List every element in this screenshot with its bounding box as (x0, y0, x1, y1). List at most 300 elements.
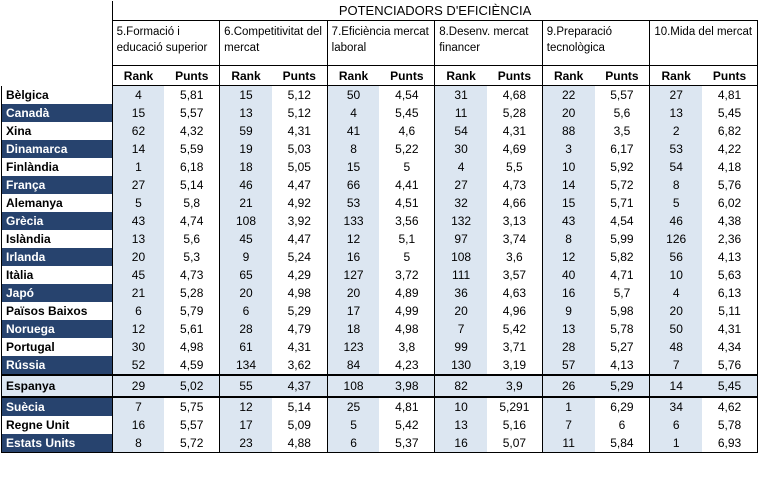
rank-value: 16 (435, 434, 487, 453)
country-label: Portugal (2, 338, 113, 356)
country-label: Grècia (2, 212, 113, 230)
punts-value: 4,34 (702, 338, 757, 356)
rank-value: 4 (112, 86, 164, 104)
punts-value: 5,78 (595, 320, 650, 338)
punts-value: 5,02 (164, 375, 219, 397)
rank-value: 13 (220, 104, 272, 122)
rank-value: 11 (542, 434, 594, 453)
table-row (2, 248, 758, 266)
rank-value: 18 (327, 320, 379, 338)
rank-value: 19 (220, 140, 272, 158)
punts-value: 5,78 (702, 416, 757, 434)
punts-value: 3,56 (379, 212, 434, 230)
rank-value: 27 (112, 176, 164, 194)
punts-value: 5,45 (379, 104, 434, 122)
rank-value: 11 (435, 104, 487, 122)
rank-value: 65 (220, 266, 272, 284)
rank-value: 127 (327, 266, 379, 284)
rank-value: 46 (650, 212, 702, 230)
rank-value: 32 (435, 194, 487, 212)
punts-value: 5,72 (164, 434, 219, 453)
punts-value: 5,59 (164, 140, 219, 158)
punts-column-header: Punts (272, 66, 327, 86)
punts-value: 4,47 (272, 230, 327, 248)
punts-value: 5,63 (702, 266, 757, 284)
rank-value: 18 (220, 158, 272, 176)
rank-value: 16 (542, 284, 594, 302)
punts-value: 5,8 (164, 194, 219, 212)
punts-value: 4,98 (379, 320, 434, 338)
punts-value: 4,68 (487, 86, 542, 104)
country-label: Islàndia (2, 230, 113, 248)
rank-value: 1 (650, 434, 702, 453)
rank-value: 108 (435, 248, 487, 266)
punts-value: 5,24 (272, 248, 327, 266)
rank-value: 8 (327, 140, 379, 158)
punts-value: 5,75 (164, 397, 219, 416)
punts-value: 5,84 (595, 434, 650, 453)
rank-value: 10 (542, 158, 594, 176)
rank-value: 36 (435, 284, 487, 302)
table-title: POTENCIADORS D'EFICIÈNCIA (112, 1, 757, 21)
table-row (2, 266, 758, 284)
punts-value: 3,5 (595, 122, 650, 140)
country-label: Estats Units (2, 434, 113, 453)
table-row (2, 140, 758, 158)
punts-value: 4,54 (595, 212, 650, 230)
rank-value: 54 (650, 158, 702, 176)
punts-value: 5,82 (595, 248, 650, 266)
punts-value: 3,9 (487, 375, 542, 397)
country-label: Espanya (2, 375, 113, 397)
punts-value: 6,82 (702, 122, 757, 140)
rank-value: 4 (650, 284, 702, 302)
table-row (2, 176, 758, 194)
punts-value: 5,79 (164, 302, 219, 320)
rank-value: 41 (327, 122, 379, 140)
rank-value: 15 (542, 194, 594, 212)
rank-value: 6 (220, 302, 272, 320)
table-row (2, 302, 758, 320)
table-row (2, 104, 758, 122)
punts-value: 5,22 (379, 140, 434, 158)
rank-value: 7 (435, 320, 487, 338)
rank-value: 46 (220, 176, 272, 194)
rank-value: 62 (112, 122, 164, 140)
rank-value: 15 (112, 104, 164, 122)
punts-value: 3,8 (379, 338, 434, 356)
punts-value: 5,14 (272, 397, 327, 416)
punts-value: 5,28 (487, 104, 542, 122)
punts-column-header: Punts (702, 66, 757, 86)
table-row (2, 397, 758, 416)
table-row (2, 416, 758, 434)
punts-value: 5,42 (379, 416, 434, 434)
country-label: Finlàndia (2, 158, 113, 176)
punts-value: 5,12 (272, 86, 327, 104)
punts-value: 4,89 (379, 284, 434, 302)
table-row (2, 375, 758, 397)
rank-value: 10 (435, 397, 487, 416)
punts-value: 5,76 (702, 356, 757, 375)
rank-value: 5 (327, 416, 379, 434)
rank-value: 9 (542, 302, 594, 320)
country-label: Xina (2, 122, 113, 140)
rank-value: 2 (650, 122, 702, 140)
rank-value: 20 (435, 302, 487, 320)
punts-value: 4,47 (272, 176, 327, 194)
punts-value: 5,3 (164, 248, 219, 266)
punts-value: 4,99 (379, 302, 434, 320)
punts-value: 5,72 (595, 176, 650, 194)
rank-value: 10 (650, 266, 702, 284)
punts-value: 4,69 (487, 140, 542, 158)
rank-value: 20 (220, 284, 272, 302)
rank-value: 66 (327, 176, 379, 194)
punts-value: 5,6 (164, 230, 219, 248)
rank-value: 15 (327, 158, 379, 176)
punts-value: 5,81 (164, 86, 219, 104)
punts-value: 5,291 (487, 397, 542, 416)
corner-blank (2, 1, 113, 86)
punts-column-header: Punts (379, 66, 434, 86)
punts-value: 4,63 (487, 284, 542, 302)
rank-value: 82 (435, 375, 487, 397)
rank-value: 12 (220, 397, 272, 416)
rank-value: 43 (542, 212, 594, 230)
punts-value: 4,71 (595, 266, 650, 284)
punts-value: 5,7 (595, 284, 650, 302)
category-header: 5.Formació i educació superior (112, 21, 220, 66)
table-row (2, 434, 758, 453)
country-label: Suècia (2, 397, 113, 416)
rank-value: 13 (650, 104, 702, 122)
country-label: França (2, 176, 113, 194)
punts-value: 5,76 (702, 176, 757, 194)
rank-value: 50 (327, 86, 379, 104)
punts-value: 4,31 (702, 320, 757, 338)
country-label: Japó (2, 284, 113, 302)
punts-value: 5,09 (272, 416, 327, 434)
country-label: Noruega (2, 320, 113, 338)
table-row (2, 356, 758, 375)
rank-column-header: Rank (542, 66, 594, 86)
country-label: Irlanda (2, 248, 113, 266)
rank-value: 134 (220, 356, 272, 375)
rank-column-header: Rank (327, 66, 379, 86)
punts-value: 5,57 (164, 104, 219, 122)
rank-value: 99 (435, 338, 487, 356)
table-row (2, 230, 758, 248)
rank-value: 3 (542, 140, 594, 158)
punts-value: 3,72 (379, 266, 434, 284)
punts-value: 4,13 (595, 356, 650, 375)
rank-value: 17 (327, 302, 379, 320)
punts-value: 4,88 (272, 434, 327, 453)
rank-value: 12 (542, 248, 594, 266)
punts-column-header: Punts (595, 66, 650, 86)
rank-value: 28 (542, 338, 594, 356)
rank-value: 25 (327, 397, 379, 416)
punts-value: 4,66 (487, 194, 542, 212)
rank-value: 13 (435, 416, 487, 434)
punts-value: 4,32 (164, 122, 219, 140)
rank-value: 40 (542, 266, 594, 284)
table-row (2, 320, 758, 338)
rank-value: 16 (327, 248, 379, 266)
rank-value: 7 (542, 416, 594, 434)
punts-value: 4,79 (272, 320, 327, 338)
rank-value: 12 (327, 230, 379, 248)
rank-value: 27 (650, 86, 702, 104)
rank-value: 20 (542, 104, 594, 122)
punts-value: 5,57 (595, 86, 650, 104)
rank-value: 1 (112, 158, 164, 176)
rank-column-header: Rank (220, 66, 272, 86)
punts-value: 5,5 (487, 158, 542, 176)
rank-value: 8 (542, 230, 594, 248)
country-label: Regne Unit (2, 416, 113, 434)
punts-value: 3,71 (487, 338, 542, 356)
rank-value: 14 (112, 140, 164, 158)
rank-value: 108 (220, 212, 272, 230)
punts-value: 5,45 (702, 104, 757, 122)
rank-value: 7 (112, 397, 164, 416)
rank-value: 48 (650, 338, 702, 356)
rank-value: 5 (650, 194, 702, 212)
rank-value: 126 (650, 230, 702, 248)
punts-value: 5,29 (595, 375, 650, 397)
rank-value: 123 (327, 338, 379, 356)
punts-value: 2,36 (702, 230, 757, 248)
rank-value: 14 (542, 176, 594, 194)
efficiency-enhancers-table (1, 1, 758, 453)
punts-value: 5,03 (272, 140, 327, 158)
punts-value: 4,18 (702, 158, 757, 176)
punts-column-header: Punts (164, 66, 219, 86)
punts-value: 6,93 (702, 434, 757, 453)
rank-value: 111 (435, 266, 487, 284)
punts-value: 5,27 (595, 338, 650, 356)
category-header: 9.Preparació tecnològica (542, 21, 650, 66)
rank-value: 84 (327, 356, 379, 375)
rank-value: 23 (220, 434, 272, 453)
punts-value: 4,31 (272, 338, 327, 356)
rank-value: 50 (650, 320, 702, 338)
rank-value: 7 (650, 356, 702, 375)
rank-value: 54 (435, 122, 487, 140)
rank-value: 97 (435, 230, 487, 248)
punts-value: 6,02 (702, 194, 757, 212)
punts-value: 4,38 (702, 212, 757, 230)
punts-value: 4,74 (164, 212, 219, 230)
country-label: Bèlgica (2, 86, 113, 104)
rank-value: 55 (220, 375, 272, 397)
punts-value: 4,31 (272, 122, 327, 140)
rank-value: 56 (650, 248, 702, 266)
punts-value: 4,92 (272, 194, 327, 212)
rank-value: 22 (542, 86, 594, 104)
punts-value: 4,98 (164, 338, 219, 356)
rank-value: 13 (112, 230, 164, 248)
punts-value: 3,98 (379, 375, 434, 397)
punts-value: 5,29 (272, 302, 327, 320)
punts-value: 4,6 (379, 122, 434, 140)
rank-value: 130 (435, 356, 487, 375)
rank-value: 20 (327, 284, 379, 302)
punts-value: 4,73 (487, 176, 542, 194)
punts-value: 5,57 (164, 416, 219, 434)
punts-value: 5,28 (164, 284, 219, 302)
table-row (2, 158, 758, 176)
punts-value: 4,23 (379, 356, 434, 375)
rank-value: 45 (220, 230, 272, 248)
punts-value: 5,71 (595, 194, 650, 212)
punts-value: 3,62 (272, 356, 327, 375)
punts-value: 6,29 (595, 397, 650, 416)
rank-value: 6 (650, 416, 702, 434)
rank-value: 31 (435, 86, 487, 104)
punts-value: 5,1 (379, 230, 434, 248)
rank-value: 21 (112, 284, 164, 302)
rank-value: 14 (650, 375, 702, 397)
rank-value: 29 (112, 375, 164, 397)
punts-value: 3,6 (487, 248, 542, 266)
punts-value: 4,37 (272, 375, 327, 397)
punts-value: 5,07 (487, 434, 542, 453)
rank-value: 8 (112, 434, 164, 453)
category-header: 7.Eficiència mercat laboral (327, 21, 435, 66)
punts-value: 6,18 (164, 158, 219, 176)
punts-value: 5,16 (487, 416, 542, 434)
category-header: 10.Mida del mercat (650, 21, 758, 66)
punts-value: 4,31 (487, 122, 542, 140)
rank-value: 52 (112, 356, 164, 375)
punts-value: 5,98 (595, 302, 650, 320)
punts-value: 3,74 (487, 230, 542, 248)
punts-value: 4,81 (702, 86, 757, 104)
rank-value: 5 (112, 194, 164, 212)
rank-value: 6 (112, 302, 164, 320)
punts-value: 5 (379, 248, 434, 266)
rank-value: 53 (327, 194, 379, 212)
rank-column-header: Rank (435, 66, 487, 86)
punts-value: 5,99 (595, 230, 650, 248)
punts-value: 3,19 (487, 356, 542, 375)
rank-value: 30 (435, 140, 487, 158)
country-label: Itàlia (2, 266, 113, 284)
rank-value: 8 (650, 176, 702, 194)
rank-value: 12 (112, 320, 164, 338)
country-label: Dinamarca (2, 140, 113, 158)
rank-value: 61 (220, 338, 272, 356)
rank-value: 4 (327, 104, 379, 122)
punts-value: 5 (379, 158, 434, 176)
punts-value: 4,51 (379, 194, 434, 212)
punts-value: 3,13 (487, 212, 542, 230)
punts-value: 5,6 (595, 104, 650, 122)
punts-value: 5,45 (702, 375, 757, 397)
punts-value: 5,42 (487, 320, 542, 338)
table-row (2, 194, 758, 212)
rank-column-header: Rank (650, 66, 702, 86)
punts-value: 6,17 (595, 140, 650, 158)
punts-value: 4,62 (702, 397, 757, 416)
punts-value: 4,22 (702, 140, 757, 158)
punts-value: 5,61 (164, 320, 219, 338)
punts-value: 6 (595, 416, 650, 434)
table-row (2, 338, 758, 356)
rank-value: 6 (327, 434, 379, 453)
rank-value: 9 (220, 248, 272, 266)
punts-value: 4,13 (702, 248, 757, 266)
punts-value: 4,54 (379, 86, 434, 104)
country-label: Alemanya (2, 194, 113, 212)
rank-value: 28 (220, 320, 272, 338)
punts-value: 4,98 (272, 284, 327, 302)
rank-value: 53 (650, 140, 702, 158)
rank-value: 30 (112, 338, 164, 356)
rank-column-header: Rank (112, 66, 164, 86)
country-label: Països Baixos (2, 302, 113, 320)
rank-value: 57 (542, 356, 594, 375)
table-row (2, 122, 758, 140)
punts-value: 5,12 (272, 104, 327, 122)
rank-value: 15 (220, 86, 272, 104)
punts-value: 4,29 (272, 266, 327, 284)
punts-value: 6,13 (702, 284, 757, 302)
punts-value: 5,37 (379, 434, 434, 453)
rank-value: 88 (542, 122, 594, 140)
rank-value: 132 (435, 212, 487, 230)
rank-value: 16 (112, 416, 164, 434)
rank-value: 34 (650, 397, 702, 416)
table-row (2, 212, 758, 230)
table-row (2, 86, 758, 104)
punts-value: 5,05 (272, 158, 327, 176)
rank-value: 17 (220, 416, 272, 434)
punts-value: 5,92 (595, 158, 650, 176)
rank-value: 43 (112, 212, 164, 230)
rank-value: 1 (542, 397, 594, 416)
rank-value: 26 (542, 375, 594, 397)
rank-value: 59 (220, 122, 272, 140)
country-label: Rússia (2, 356, 113, 375)
category-header: 6.Competitivitat del mercat (220, 21, 328, 66)
punts-value: 3,57 (487, 266, 542, 284)
rank-value: 13 (542, 320, 594, 338)
punts-value: 5,11 (702, 302, 757, 320)
rank-value: 45 (112, 266, 164, 284)
rank-value: 20 (650, 302, 702, 320)
punts-column-header: Punts (487, 66, 542, 86)
punts-value: 3,92 (272, 212, 327, 230)
category-header: 8.Desenv. mercat financer (435, 21, 543, 66)
rank-value: 4 (435, 158, 487, 176)
rank-value: 20 (112, 248, 164, 266)
rank-value: 21 (220, 194, 272, 212)
punts-value: 4,41 (379, 176, 434, 194)
table-row (2, 284, 758, 302)
rank-value: 108 (327, 375, 379, 397)
punts-value: 4,96 (487, 302, 542, 320)
rank-value: 133 (327, 212, 379, 230)
punts-value: 4,73 (164, 266, 219, 284)
punts-value: 4,59 (164, 356, 219, 375)
rank-value: 27 (435, 176, 487, 194)
punts-value: 4,81 (379, 397, 434, 416)
punts-value: 5,14 (164, 176, 219, 194)
